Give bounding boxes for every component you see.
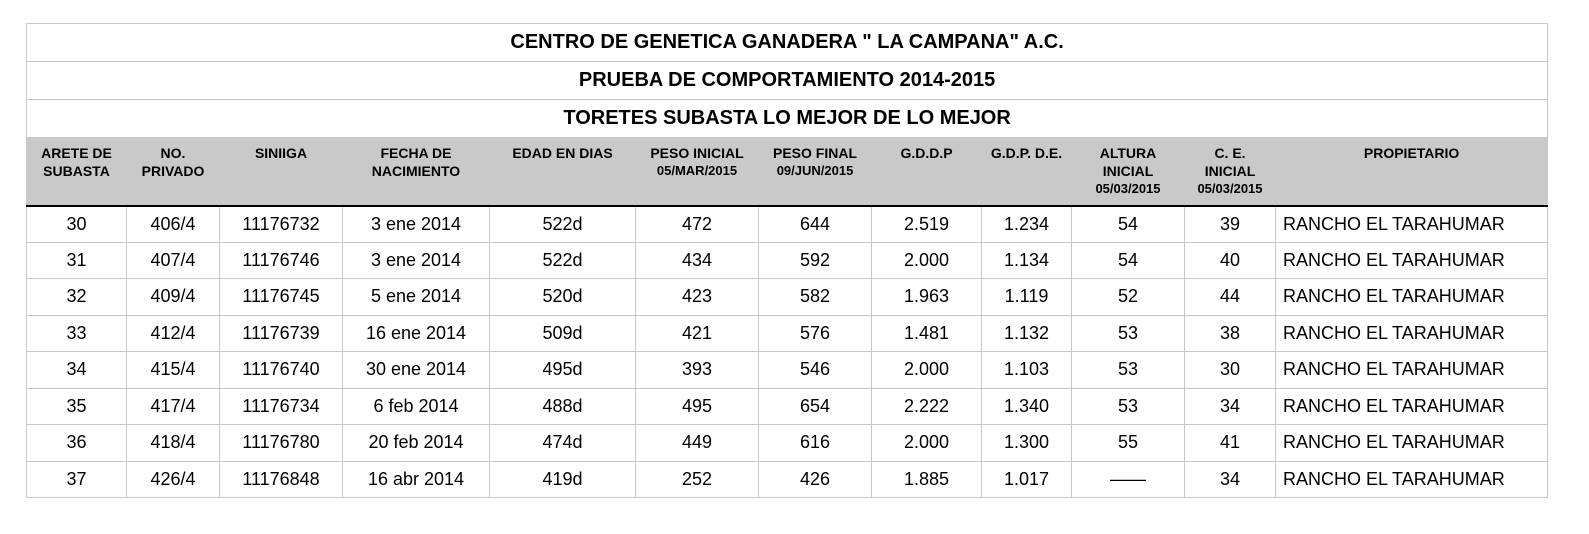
cell-siniiga: 11176734 [220,388,343,425]
cell-ce-inicial: 34 [1185,461,1276,498]
column-header-line: SINIIGA [254,145,308,161]
cell-fecha-nacimiento: 16 ene 2014 [343,315,490,352]
column-header-gddp [872,138,982,206]
cell-propietario: RANCHO EL TARAHUMAR [1276,425,1548,462]
table-row [27,279,1548,316]
column-header-peso-final [759,138,872,206]
cell-no-privado: 417/4 [127,388,220,425]
cell-propietario: RANCHO EL TARAHUMAR [1276,315,1548,352]
cell-no-privado: 412/4 [127,315,220,352]
column-header-line: NO. [160,145,186,161]
column-header-line: 05/03/2015 [1197,181,1263,196]
cell-fecha-nacimiento: 16 abr 2014 [343,461,490,498]
table-row [27,315,1548,352]
table-row [27,206,1548,243]
cell-fecha-nacimiento: 3 ene 2014 [343,242,490,279]
cell-altura-inicial: 53 [1072,388,1185,425]
cell-peso-inicial: 393 [636,352,759,389]
cell-propietario: RANCHO EL TARAHUMAR [1276,279,1548,316]
cell-edad-dias: 474d [490,425,636,462]
cell-peso-final: 654 [759,388,872,425]
table-row [27,352,1548,389]
column-header-line: SUBASTA [43,163,110,179]
cell-fecha-nacimiento: 30 ene 2014 [343,352,490,389]
table-caption: TORETES SUBASTA LO MEJOR DE LO MEJOR [27,100,1548,138]
cell-ce-inicial: 41 [1185,425,1276,462]
results-table [26,23,1548,498]
cell-peso-inicial: 472 [636,206,759,243]
column-header-line: INICIAL [1102,163,1154,179]
cell-edad-dias: 520d [490,279,636,316]
column-header-line: INICIAL [1204,163,1256,179]
cell-ce-inicial: 44 [1185,279,1276,316]
table-row [27,242,1548,279]
cell-gddp: 2.000 [872,425,982,462]
cell-siniiga: 11176732 [220,206,343,243]
cell-propietario: RANCHO EL TARAHUMAR [1276,242,1548,279]
cell-altura-inicial: 53 [1072,315,1185,352]
cell-peso-final: 616 [759,425,872,462]
cell-peso-final: 582 [759,279,872,316]
column-header-gdp-de [982,138,1072,206]
cell-peso-final: 592 [759,242,872,279]
cell-siniiga: 11176745 [220,279,343,316]
cell-gddp: 1.963 [872,279,982,316]
column-header-line: 05/MAR/2015 [656,163,738,178]
cell-peso-inicial: 421 [636,315,759,352]
cell-peso-final: 426 [759,461,872,498]
table-row [27,425,1548,462]
cell-no-privado: 418/4 [127,425,220,462]
spreadsheet [26,23,1547,498]
cell-gdp-de: 1.103 [982,352,1072,389]
cell-arete-subasta: 37 [27,461,127,498]
cell-altura-inicial: 53 [1072,352,1185,389]
cell-peso-inicial: 434 [636,242,759,279]
column-header-line: FECHA DE [380,145,452,161]
cell-gddp: 2.519 [872,206,982,243]
cell-edad-dias: 522d [490,206,636,243]
cell-gdp-de: 1.132 [982,315,1072,352]
cell-altura-inicial: 54 [1072,206,1185,243]
column-header-line: ARETE DE [41,145,112,161]
cell-fecha-nacimiento: 6 feb 2014 [343,388,490,425]
column-header-fecha-nacimiento [343,138,490,206]
column-header-line: PRIVADO [141,163,205,179]
column-header-line: G.D.P. D.E. [990,145,1063,161]
table-row [27,388,1548,425]
column-header-ce-inicial [1185,138,1276,206]
cell-arete-subasta: 34 [27,352,127,389]
cell-ce-inicial: 30 [1185,352,1276,389]
cell-gddp: 2.000 [872,352,982,389]
cell-arete-subasta: 31 [27,242,127,279]
cell-gdp-de: 1.340 [982,388,1072,425]
column-header-line: 09/JUN/2015 [776,163,854,178]
cell-fecha-nacimiento: 20 feb 2014 [343,425,490,462]
column-header-line: ALTURA [1099,145,1157,161]
cell-arete-subasta: 30 [27,206,127,243]
column-header-line: PROPIETARIO [1363,145,1460,161]
cell-altura-inicial: 55 [1072,425,1185,462]
table-subtitle: PRUEBA DE COMPORTAMIENTO 2014-2015 [27,62,1548,100]
cell-edad-dias: 509d [490,315,636,352]
column-header-no-privado [127,138,220,206]
cell-propietario: RANCHO EL TARAHUMAR [1276,388,1548,425]
column-header-siniiga [220,138,343,206]
column-header-line: PESO FINAL [772,145,857,161]
cell-gdp-de: 1.234 [982,206,1072,243]
cell-edad-dias: 488d [490,388,636,425]
title-row-3 [27,100,1548,138]
cell-propietario: RANCHO EL TARAHUMAR [1276,461,1548,498]
cell-ce-inicial: 38 [1185,315,1276,352]
header-row [27,138,1548,206]
cell-altura-inicial: 54 [1072,242,1185,279]
cell-peso-final: 546 [759,352,872,389]
cell-arete-subasta: 35 [27,388,127,425]
cell-no-privado: 426/4 [127,461,220,498]
column-header-arete-subasta [27,138,127,206]
column-header-line: C. E. [1214,145,1246,161]
cell-arete-subasta: 33 [27,315,127,352]
cell-propietario: RANCHO EL TARAHUMAR [1276,352,1548,389]
cell-gdp-de: 1.119 [982,279,1072,316]
cell-peso-inicial: 449 [636,425,759,462]
cell-gdp-de: 1.134 [982,242,1072,279]
column-header-line: NACIMIENTO [371,163,461,179]
cell-no-privado: 407/4 [127,242,220,279]
cell-edad-dias: 495d [490,352,636,389]
cell-peso-inicial: 495 [636,388,759,425]
cell-peso-final: 576 [759,315,872,352]
cell-peso-inicial: 252 [636,461,759,498]
cell-altura-inicial: —— [1072,461,1185,498]
cell-altura-inicial: 52 [1072,279,1185,316]
cell-arete-subasta: 32 [27,279,127,316]
cell-edad-dias: 522d [490,242,636,279]
cell-gdp-de: 1.017 [982,461,1072,498]
cell-ce-inicial: 39 [1185,206,1276,243]
cell-arete-subasta: 36 [27,425,127,462]
cell-no-privado: 406/4 [127,206,220,243]
cell-no-privado: 409/4 [127,279,220,316]
table-title: CENTRO DE GENETICA GANADERA " LA CAMPANA" A.C. [27,24,1548,62]
cell-siniiga: 11176739 [220,315,343,352]
column-header-line: EDAD EN DIAS [512,145,613,161]
column-header-line: PESO INICIAL [650,145,744,161]
column-header-edad-dias [490,138,636,206]
column-header-line: 05/03/2015 [1095,181,1161,196]
cell-edad-dias: 419d [490,461,636,498]
cell-no-privado: 415/4 [127,352,220,389]
column-header-peso-inicial [636,138,759,206]
title-row-1 [27,24,1548,62]
cell-gddp: 1.885 [872,461,982,498]
cell-gddp: 2.222 [872,388,982,425]
cell-peso-final: 644 [759,206,872,243]
cell-propietario: RANCHO EL TARAHUMAR [1276,206,1548,243]
cell-siniiga: 11176746 [220,242,343,279]
table-row [27,461,1548,498]
cell-siniiga: 11176740 [220,352,343,389]
cell-siniiga: 11176848 [220,461,343,498]
cell-gddp: 2.000 [872,242,982,279]
cell-gdp-de: 1.300 [982,425,1072,462]
cell-ce-inicial: 34 [1185,388,1276,425]
cell-fecha-nacimiento: 5 ene 2014 [343,279,490,316]
column-header-altura-inicial [1072,138,1185,206]
cell-fecha-nacimiento: 3 ene 2014 [343,206,490,243]
column-header-line: G.D.D.P [900,145,953,161]
cell-peso-inicial: 423 [636,279,759,316]
cell-siniiga: 11176780 [220,425,343,462]
cell-ce-inicial: 40 [1185,242,1276,279]
cell-gddp: 1.481 [872,315,982,352]
title-row-2 [27,62,1548,100]
column-header-propietario [1276,138,1548,206]
